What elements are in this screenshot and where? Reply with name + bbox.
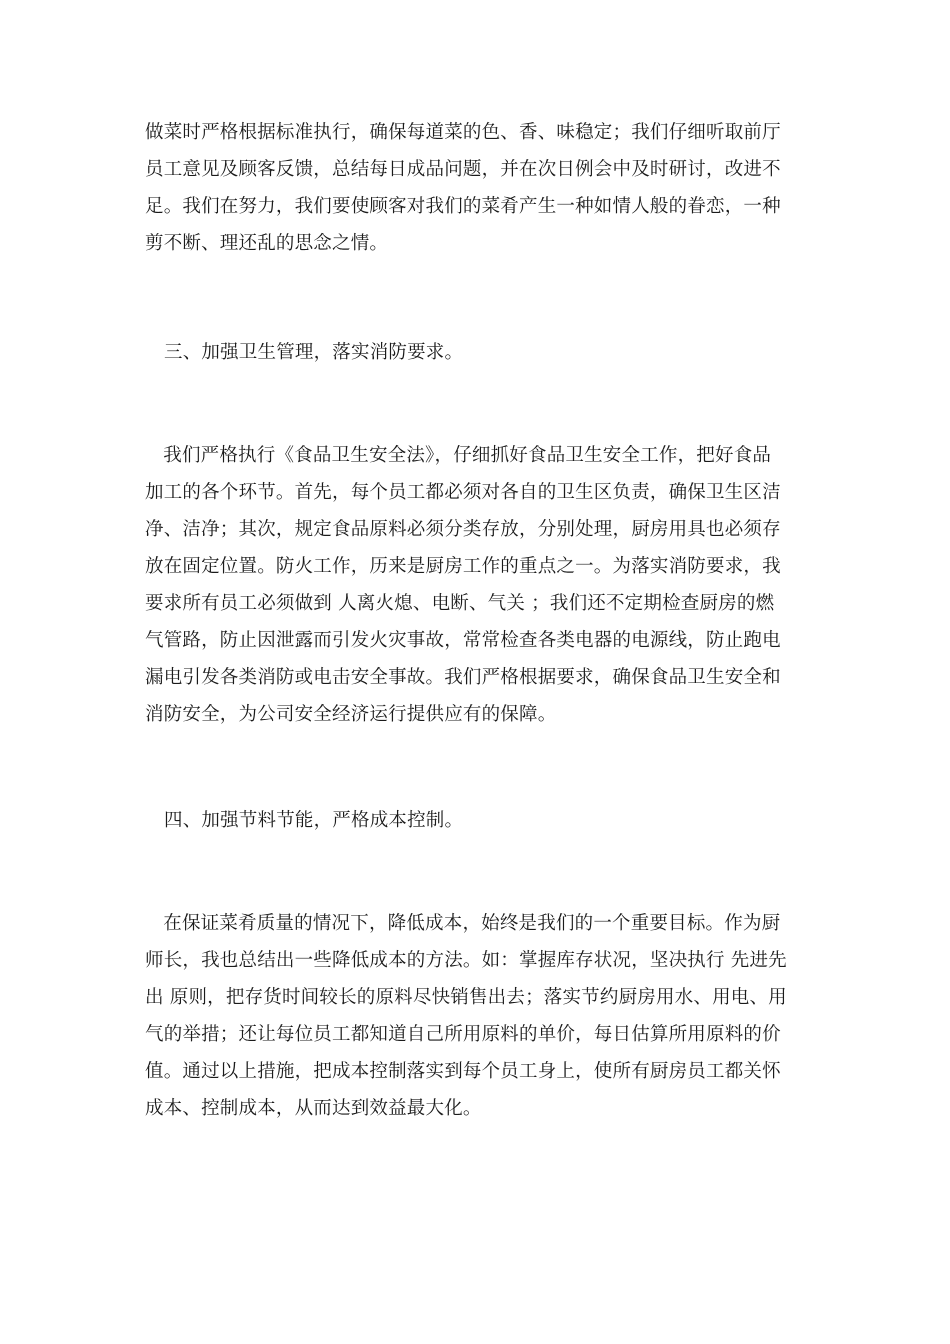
paragraph-line: 放在固定位置。防火工作，历来是厨房工作的重点之一。为落实消防要求，我: [145, 556, 781, 577]
paragraph-1: [145, 114, 810, 262]
paragraph-line: 员工意见及顾客反馈，总结每日成品问题，并在次日例会中及时研讨，改进不: [145, 159, 781, 180]
paragraph-line: 成本、控制成本，从而达到效益最大化。: [145, 1098, 482, 1119]
section-heading-4: 四、加强节料节能，严格成本控制。: [164, 810, 464, 831]
paragraph-line: 加工的各个环节。首先，每个员工都必须对各自的卫生区负责，确保卫生区洁: [145, 482, 781, 503]
paragraph-3: [145, 905, 810, 1127]
paragraph-line: 出 原则，把存货时间较长的原料尽快销售出去；落实节约厨房用水、用电、用: [145, 987, 787, 1008]
paragraph-line: 气的举措；还让每位员工都知道自己所用原料的单价，每日估算所用原料的价: [145, 1024, 781, 1045]
paragraph-line: 要求所有员工必须做到 人离火熄、电断、气关 ；我们还不定期检查厨房的燃: [145, 593, 775, 614]
paragraph-line: 做菜时严格根据标准执行，确保每道菜的色、香、味稳定；我们仔细听取前厅: [145, 122, 781, 143]
paragraph-line: 气管路，防止因泄露而引发火灾事故，常常检查各类电器的电源线，防止跑电: [145, 630, 781, 651]
paragraph-line: 净、洁净；其次，规定食品原料必须分类存放，分别处理，厨房用具也必须存: [145, 519, 781, 540]
paragraph-line: 我们严格执行《食品卫生安全法》，仔细抓好食品卫生安全工作，把好食品: [145, 445, 772, 466]
paragraph-line: 值。通过以上措施，把成本控制落实到每个员工身上，使所有厨房员工都关怀: [145, 1061, 781, 1082]
paragraph-line: 剪不断、理还乱的思念之情。: [145, 233, 389, 254]
paragraph-2: [145, 437, 810, 733]
section-heading-3: 三、加强卫生管理，落实消防要求。: [164, 342, 464, 363]
paragraph-line: 师长，我也总结出一些降低成本的方法。如：掌握库存状况，坚决执行 先进先: [145, 950, 787, 971]
paragraph-line: 漏电引发各类消防或电击安全事故。我们严格根据要求，确保食品卫生安全和: [145, 667, 781, 688]
paragraph-line: 足。我们在努力，我们要使顾客对我们的菜肴产生一种如情人般的眷恋，一种: [145, 196, 781, 217]
paragraph-line: 消防安全，为公司安全经济运行提供应有的保障。: [145, 704, 557, 725]
paragraph-line: 在保证菜肴质量的情况下，降低成本，始终是我们的一个重要目标。作为厨: [145, 913, 781, 934]
